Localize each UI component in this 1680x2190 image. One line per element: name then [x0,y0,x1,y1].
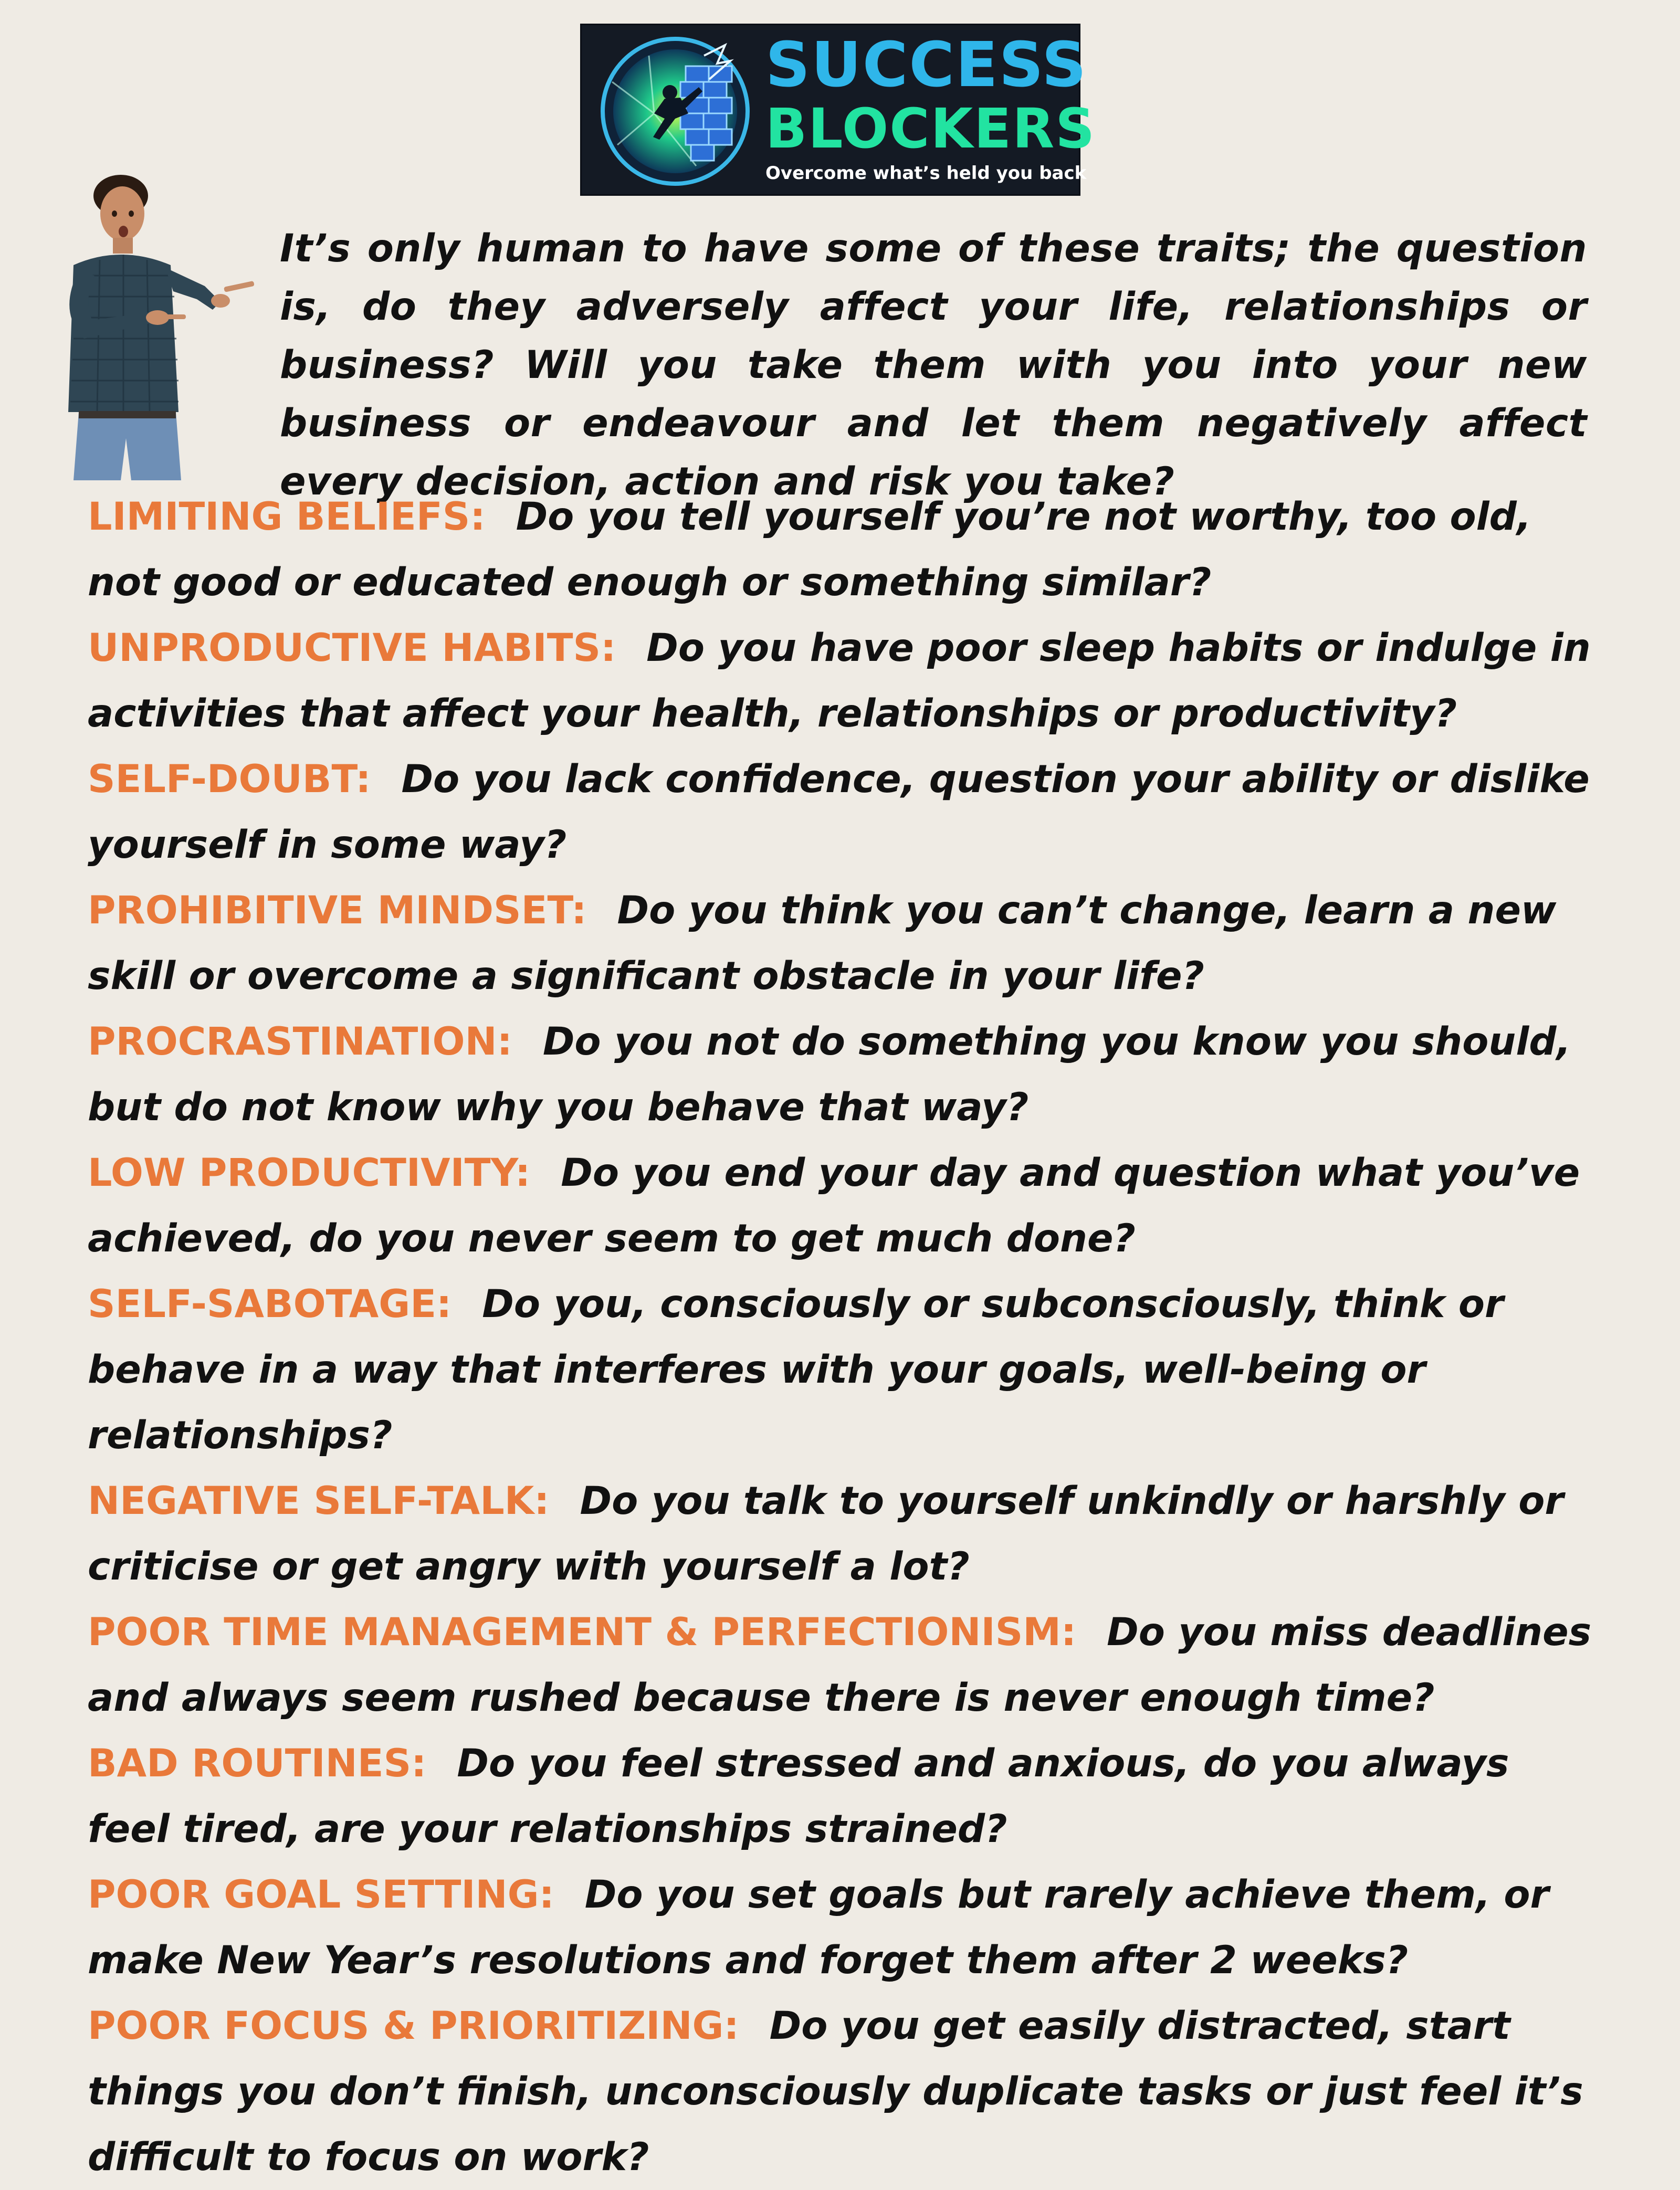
list-item [88,1993,1594,2190]
item-question: Do you get easily distracted, start things you don’t finish, unconsciously duplicate tasks or just feel it’s difficult to focus on work? [88,2004,1583,2180]
item-label: POOR TIME MANAGEMENT & PERFECTIONISM: [88,1610,1077,1655]
list-item [88,878,1594,1009]
list-item [88,746,1594,878]
item-question: Do you set goals but rarely achieve them, or make New Year’s resolutions and forget them after 2 weeks? [88,1872,1549,1983]
list-item [88,484,1594,615]
item-question: Do you not do something you know you should, but do not know why you behave that way? [88,1019,1571,1130]
list-item [88,1009,1594,1140]
list-item [88,1140,1594,1271]
item-label: LOW PRODUCTIVITY: [88,1151,531,1195]
list-item [88,1271,1594,1468]
item-label: LIMITING BELIEFS: [88,494,486,539]
list-item [88,1731,1594,1862]
item-label: NEGATIVE SELF-TALK: [88,1479,550,1523]
item-question: Do you have poor sleep habits or indulge in activities that affect your health, relationships or productivity? [88,626,1591,736]
item-question: Do you lack confidence, question your ability or dislike yourself in some way? [88,757,1590,867]
logo-word-blockers: BLOCKERS [765,97,1096,161]
logo-word-success: SUCCESS [765,28,1088,101]
item-label: SELF-DOUBT: [88,757,371,802]
intro-paragraph: It’s only human to have some of these traits; the question is, do they adversely affect your life, relationships or business? Will you take them with you into your new business or endeavour and let them negatively affect every decision, action and risk you take? [280,226,1587,504]
item-question: Do you miss deadlines and always seem rushed because there is never enough time? [88,1610,1592,1720]
list-item [88,1599,1594,1731]
item-question: Do you end your day and question what you’ve achieved, do you never seem to get much done? [88,1151,1580,1261]
list-item [88,1468,1594,1599]
item-question: Do you, consciously or subconsciously, think or behave in a way that interferes with your goals, well-being or relationships? [88,1282,1504,1458]
item-label: PROHIBITIVE MINDSET: [88,888,587,933]
pointing-man-illustration [47,165,278,480]
item-question: Do you think you can’t change, learn a new skill or overcome a significant obstacle in your life? [88,888,1557,998]
list-item [88,1862,1594,1993]
item-label: UNPRODUCTIVE HABITS: [88,626,616,670]
item-question: Do you feel stressed and anxious, do you always feel tired, are your relationships strained? [88,1741,1509,1851]
item-question: Do you talk to yourself unkindly or harshly or criticise or get angry with yourself a lot? [88,1479,1564,1589]
success-blockers-logo [580,24,1096,196]
item-label: BAD ROUTINES: [88,1741,427,1786]
climber-wall-emblem [591,35,759,188]
item-question: Do you tell yourself you’re not worthy, too old, not good or educated enough or something similar? [88,494,1531,605]
item-label: POOR GOAL SETTING: [88,1872,554,1917]
logo-tagline: Overcome what’s held you back [765,163,1087,184]
success-blockers-list [88,484,1594,2190]
item-label: SELF-SABOTAGE: [88,1282,452,1326]
item-label: PROCRASTINATION: [88,1019,512,1064]
item-label: POOR FOCUS & PRIORITIZING: [88,2004,739,2048]
list-item [88,615,1594,746]
